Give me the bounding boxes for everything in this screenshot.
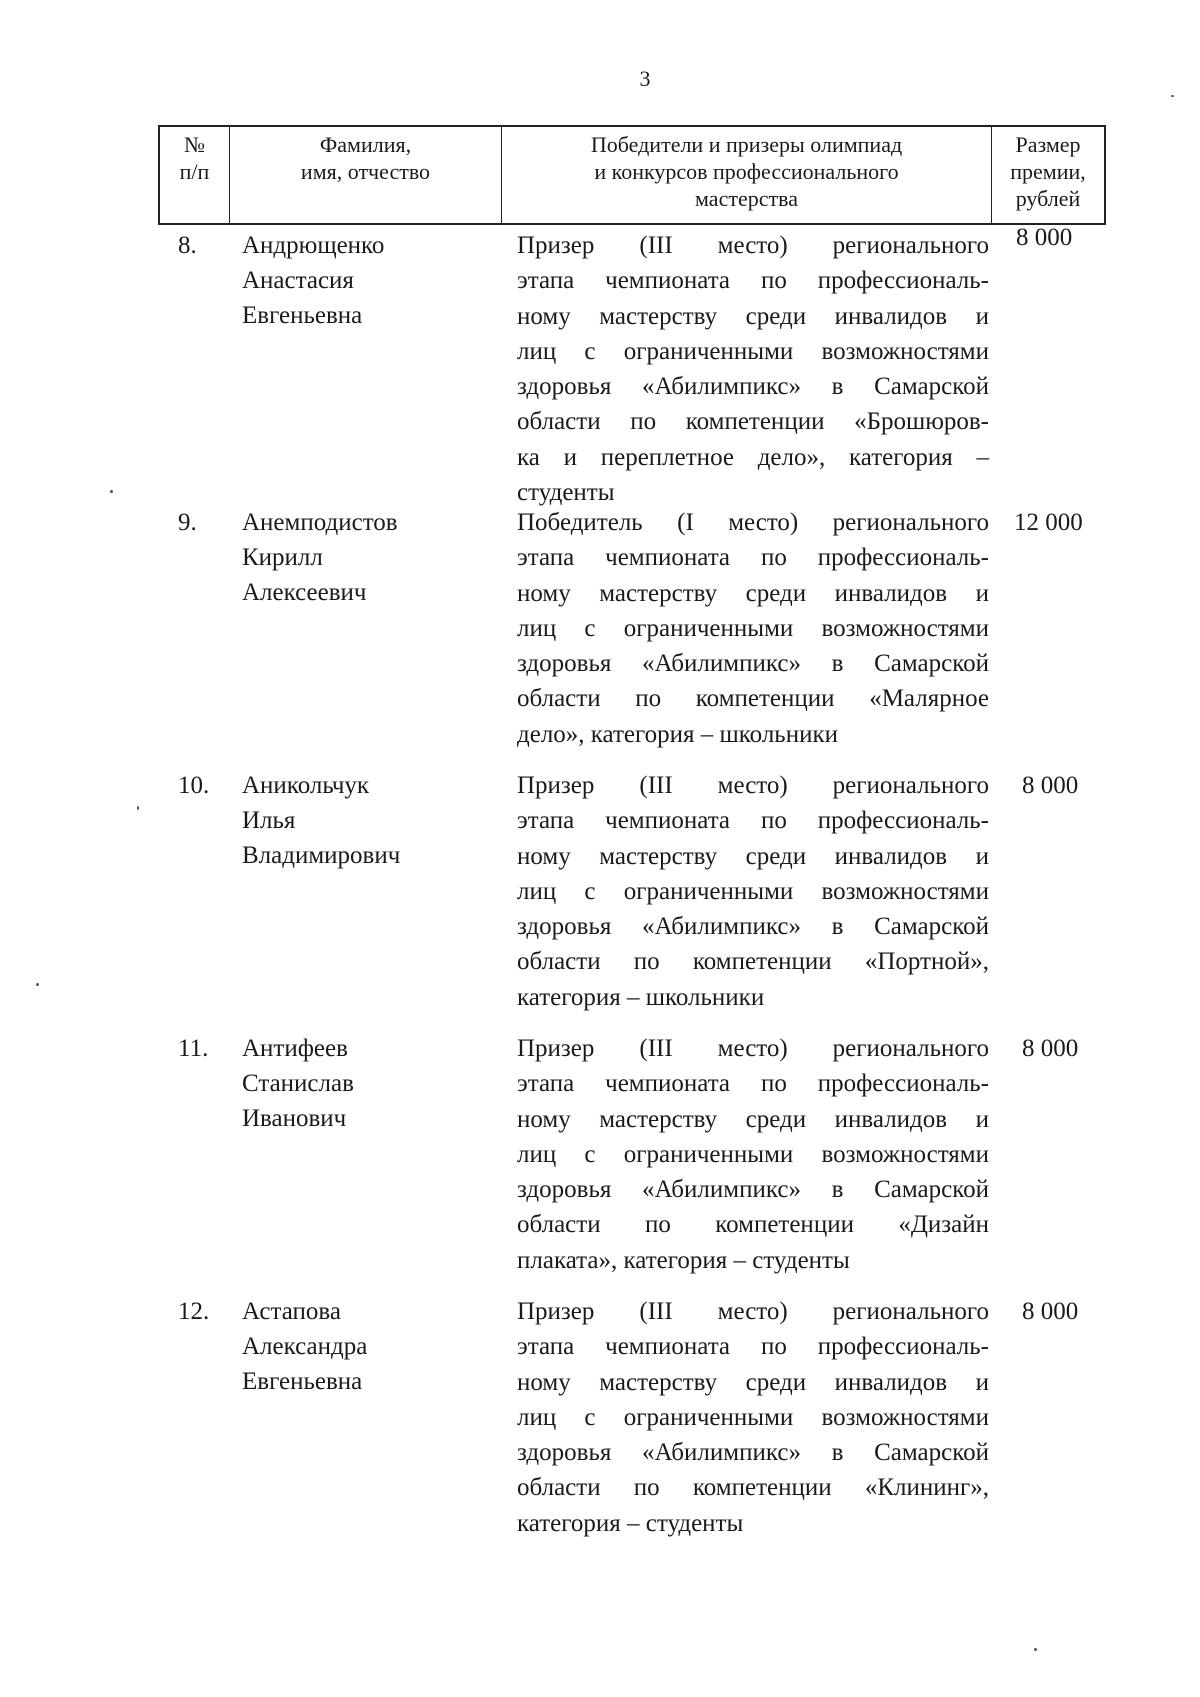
desc-line: этапа чемпионата по профессиональ- (517, 267, 989, 295)
desc-line: студенты (517, 479, 615, 507)
scan-speck (137, 806, 139, 810)
desc-line: этапа чемпионата по профессиональ- (517, 807, 989, 835)
desc-line: здоровья «Абилимпикс» в Самарской (517, 373, 989, 401)
desc-line: Призер (III место) регионального (517, 772, 989, 799)
name-line: Илья (242, 807, 296, 834)
name-line: Андрющенко (242, 232, 385, 259)
name-line: Аникольчук (242, 772, 370, 799)
row-number: 12. (178, 1298, 210, 1325)
name-line: Астапова (242, 1298, 341, 1325)
desc-line: лиц с ограниченными возможностями (517, 1403, 989, 1431)
name-line: Анастасия (242, 267, 354, 294)
desc-line: ному мастерству среди инвалидов и (517, 302, 989, 330)
header-line: Фамилия, (319, 132, 412, 157)
name-line: Александра (242, 1333, 368, 1360)
name-line: Евгеньевна (242, 302, 363, 329)
desc-line: ному мастерству среди инвалидов и (517, 1368, 989, 1396)
row-number: 10. (178, 772, 210, 799)
desc-line: Призер (III место) регионального (517, 1298, 989, 1325)
table-body (158, 224, 1106, 1557)
desc-line: плаката», категория – студенты (517, 1246, 850, 1274)
name-line: Алексеевич (242, 579, 367, 606)
prize-amount: 8 000 (1016, 224, 1073, 251)
name-line: Владимирович (242, 842, 401, 869)
desc-line: области по компетенции «Портной», (517, 948, 989, 976)
name-line: Анемподистов (242, 509, 398, 536)
desc-line: ному мастерству среди инвалидов и (517, 1105, 989, 1133)
desc-line: Призер (III место) регионального (517, 1035, 989, 1062)
desc-line: Победитель (I место) регионального (517, 509, 989, 536)
row-number: 9. (178, 509, 197, 536)
header-line: мастерства (695, 186, 798, 211)
desc-line: здоровья «Абилимпикс» в Самарской (517, 913, 989, 941)
table-row (158, 505, 1106, 768)
header-number-cell (160, 127, 230, 223)
desc-line: категория – студенты (517, 1509, 744, 1537)
desc-line: лиц с ограниченными возможностями (517, 1140, 989, 1168)
person-name (242, 505, 398, 610)
desc-line: области по компетенции «Брошюров- (517, 408, 989, 436)
name-line: Кирилл (242, 544, 323, 571)
achievement-description (517, 768, 989, 1015)
table-row (158, 1294, 1106, 1557)
name-line: Станислав (242, 1070, 354, 1097)
desc-line: категория – школьники (517, 983, 765, 1011)
desc-line: области по компетенции «Дизайн (517, 1211, 989, 1239)
header-line: премии, (1010, 159, 1086, 184)
header-line: Размер (1015, 132, 1081, 157)
person-name (242, 1031, 354, 1136)
page-number: 3 (639, 66, 651, 91)
desc-line: здоровья «Абилимпикс» в Самарской (517, 1176, 989, 1204)
header-line: имя, отчество (300, 159, 431, 184)
name-line: Иванович (242, 1105, 347, 1132)
achievement-description (517, 228, 989, 510)
scan-speck (110, 490, 113, 493)
header-prize-cell (992, 127, 1104, 223)
desc-line: здоровья «Абилимпикс» в Самарской (517, 1439, 989, 1467)
person-name (242, 768, 400, 873)
row-number: 8. (178, 232, 197, 259)
header-line: п/п (179, 159, 210, 184)
header-line: и конкурсов профессионального (594, 159, 899, 184)
table-row (158, 224, 1106, 507)
desc-line: лиц с ограниченными возможностями (517, 337, 989, 365)
desc-line: лиц с ограниченными возможностями (517, 877, 989, 905)
scan-speck (36, 983, 39, 986)
desc-line: этапа чемпионата по профессиональ- (517, 544, 989, 572)
prize-amount: 12 000 (1014, 509, 1083, 536)
header-name-cell (230, 127, 502, 223)
table-row (158, 1031, 1106, 1294)
scan-speck (1034, 1648, 1037, 1651)
person-name (242, 228, 384, 333)
prize-amount: 8 000 (1022, 1035, 1079, 1062)
desc-line: ному мастерству среди инвалидов и (517, 579, 989, 607)
table-header (158, 125, 1106, 225)
desc-line: этапа чемпионата по профессиональ- (517, 1333, 989, 1361)
achievement-description (517, 1031, 989, 1278)
desc-line: лиц с ограниченными возможностями (517, 614, 989, 642)
achievement-description (517, 1294, 989, 1541)
desc-line: здоровья «Абилимпикс» в Самарской (517, 650, 989, 678)
header-line: № (184, 132, 205, 157)
achievement-description (517, 505, 989, 752)
prize-amount: 8 000 (1022, 1298, 1079, 1325)
desc-line: дело», категория – школьники (517, 720, 838, 748)
scan-speck (1171, 95, 1174, 97)
desc-line: ному мастерству среди инвалидов и (517, 842, 989, 870)
desc-line: Призер (III место) регионального (517, 232, 989, 259)
header-achievement-cell (502, 127, 992, 223)
prize-amount: 8 000 (1022, 772, 1079, 799)
desc-line: этапа чемпионата по профессиональ- (517, 1070, 989, 1098)
header-line: Победители и призеры олимпиад (590, 132, 903, 157)
table-row (158, 768, 1106, 1031)
desc-line: области по компетенции «Клининг», (517, 1474, 989, 1502)
row-number: 11. (178, 1035, 209, 1062)
person-name (242, 1294, 367, 1399)
name-line: Евгеньевна (242, 1368, 363, 1395)
desc-line: области по компетенции «Малярное (517, 685, 989, 713)
name-line: Антифеев (242, 1035, 348, 1062)
desc-line: ка и переплетное дело», категория – (517, 443, 989, 471)
header-line: рублей (1015, 186, 1081, 211)
